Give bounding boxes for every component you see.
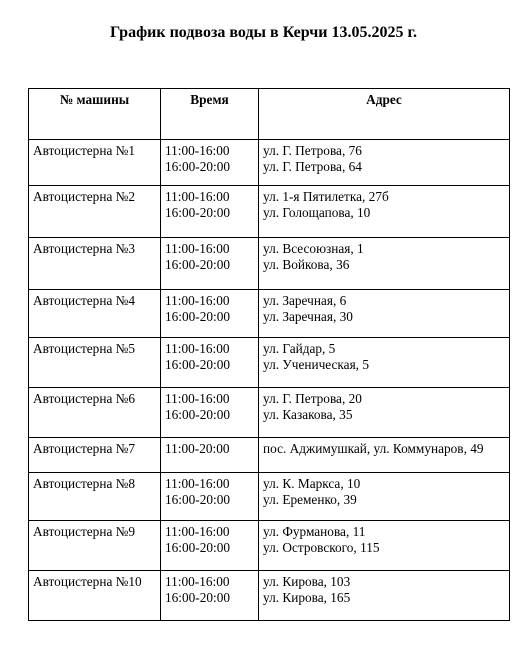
time-slot: 11:00-16:00 <box>165 143 230 158</box>
address-line: ул. Ученическая, 5 <box>263 357 369 372</box>
time-slot: 16:00-20:00 <box>165 309 231 324</box>
address-cell <box>259 571 510 621</box>
time-cell <box>161 338 259 388</box>
address-cell <box>259 186 510 238</box>
time-slot: 16:00-20:00 <box>165 492 231 507</box>
time-slot: 16:00-20:00 <box>165 590 231 605</box>
time-slot: 11:00-16:00 <box>165 241 230 256</box>
time-slot: 16:00-20:00 <box>165 407 231 422</box>
header-vehicle: № машины <box>29 89 161 140</box>
page-title: График подвоза воды в Керчи 13.05.2025 г. <box>110 24 417 41</box>
table-row <box>29 571 510 621</box>
time-slot: 11:00-16:00 <box>165 391 230 406</box>
time-slot: 16:00-20:00 <box>165 257 231 272</box>
time-slot: 11:00-16:00 <box>165 524 230 539</box>
time-cell <box>161 438 259 473</box>
address-cell <box>259 473 510 521</box>
vehicle-cell: Автоцистерна №3 <box>29 238 161 290</box>
address-line: ул. Островского, 115 <box>263 540 380 555</box>
address-line: ул. Г. Петрова, 20 <box>263 391 362 406</box>
time-slot: 11:00-16:00 <box>165 476 230 491</box>
address-line: ул. Кирова, 165 <box>263 590 351 605</box>
address-line: ул. Фурманова, 11 <box>263 524 366 539</box>
time-cell <box>161 238 259 290</box>
address-line: ул. Заречная, 30 <box>263 309 353 324</box>
table-row <box>29 388 510 438</box>
vehicle-cell: Автоцистерна №10 <box>29 571 161 621</box>
time-slot: 16:00-20:00 <box>165 357 231 372</box>
table-row <box>29 521 510 571</box>
address-cell <box>259 388 510 438</box>
address-cell <box>259 338 510 388</box>
vehicle-cell: Автоцистерна №5 <box>29 338 161 388</box>
vehicle-cell: Автоцистерна №1 <box>29 140 161 186</box>
address-line: ул. Гайдар, 5 <box>263 341 336 356</box>
table-row <box>29 238 510 290</box>
address-line: ул. Кирова, 103 <box>263 574 351 589</box>
address-cell <box>259 290 510 338</box>
table-row <box>29 186 510 238</box>
vehicle-cell: Автоцистерна №4 <box>29 290 161 338</box>
address-cell <box>259 521 510 571</box>
time-cell <box>161 521 259 571</box>
vehicle-cell: Автоцистерна №9 <box>29 521 161 571</box>
address-line: ул. Г. Петрова, 76 <box>263 143 362 158</box>
address-line: ул. Голощапова, 10 <box>263 205 371 220</box>
address-cell <box>259 438 510 473</box>
time-slot: 16:00-20:00 <box>165 205 231 220</box>
time-slot: 16:00-20:00 <box>165 159 231 174</box>
time-slot: 11:00-16:00 <box>165 189 230 204</box>
vehicle-cell: Автоцистерна №8 <box>29 473 161 521</box>
vehicle-cell: Автоцистерна №7 <box>29 438 161 473</box>
time-cell <box>161 571 259 621</box>
table-row <box>29 473 510 521</box>
water-delivery-table <box>28 88 510 621</box>
vehicle-cell: Автоцистерна №2 <box>29 186 161 238</box>
address-line: ул. Еременко, 39 <box>263 492 357 507</box>
address-line: ул. Заречная, 6 <box>263 293 347 308</box>
table-row <box>29 438 510 473</box>
vehicle-cell: Автоцистерна №6 <box>29 388 161 438</box>
time-slot: 11:00-16:00 <box>165 574 230 589</box>
time-cell <box>161 186 259 238</box>
address-line: ул. Г. Петрова, 64 <box>263 159 362 174</box>
address-line: ул. К. Маркса, 10 <box>263 476 361 491</box>
header-address: Адрес <box>259 89 510 140</box>
time-cell <box>161 140 259 186</box>
address-cell <box>259 238 510 290</box>
time-slot: 11:00-20:00 <box>165 441 230 456</box>
time-slot: 11:00-16:00 <box>165 293 230 308</box>
header-time: Время <box>161 89 259 140</box>
time-cell <box>161 388 259 438</box>
time-slot: 11:00-16:00 <box>165 341 230 356</box>
address-line: ул. Всесоюзная, 1 <box>263 241 364 256</box>
time-cell <box>161 473 259 521</box>
address-line: ул. Войкова, 36 <box>263 257 350 272</box>
table-body <box>29 140 510 621</box>
time-slot: 16:00-20:00 <box>165 540 231 555</box>
table-row <box>29 338 510 388</box>
table-row <box>29 290 510 338</box>
time-cell <box>161 290 259 338</box>
address-line: ул. 1-я Пятилетка, 27б <box>263 189 389 204</box>
table-row <box>29 140 510 186</box>
address-line: ул. Казакова, 35 <box>263 407 353 422</box>
address-cell <box>259 140 510 186</box>
address-line: пос. Аджимушкай, ул. Коммунаров, 49 <box>263 441 484 456</box>
table-header-row <box>29 89 510 140</box>
